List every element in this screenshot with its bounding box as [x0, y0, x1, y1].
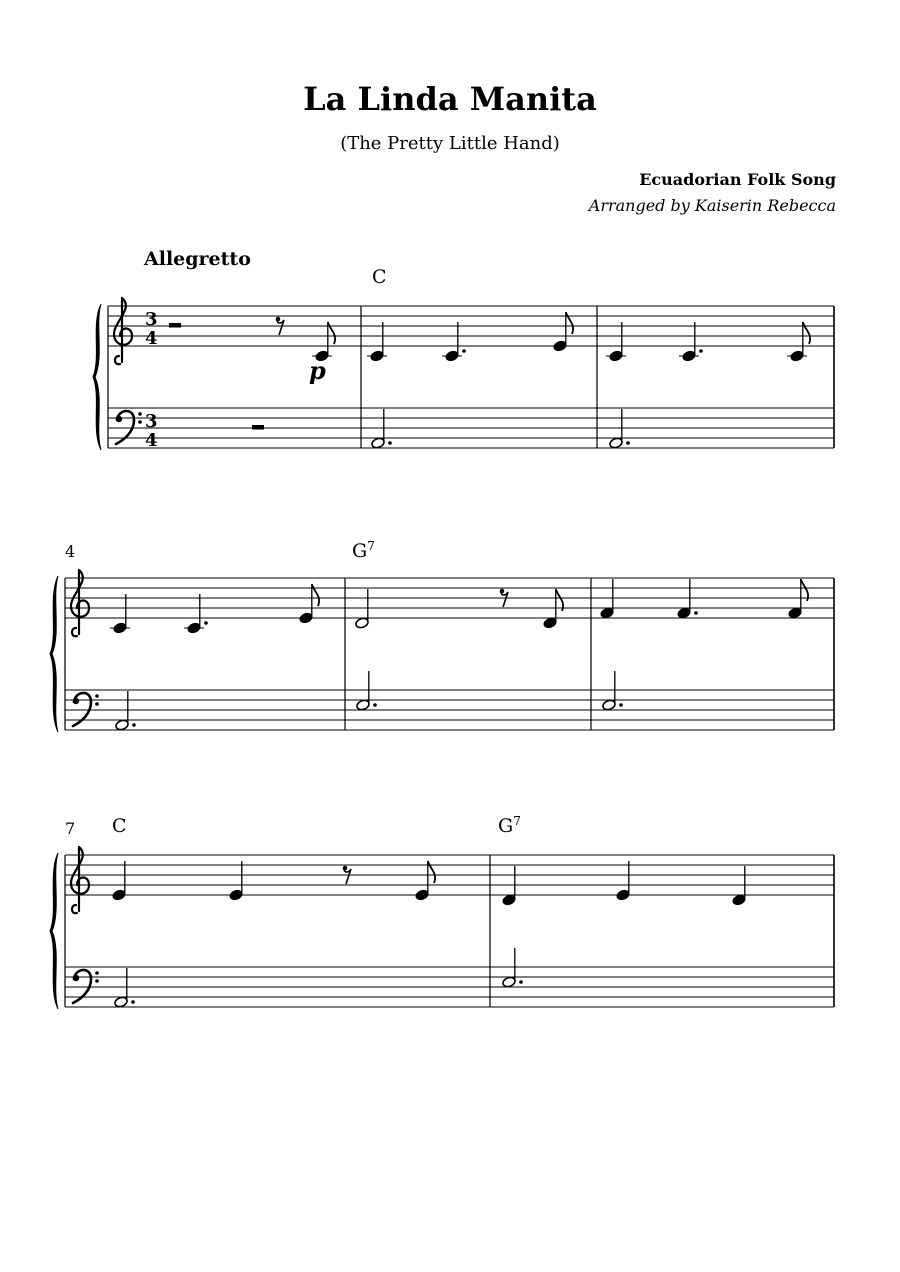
dynamic-marking: p: [309, 356, 326, 385]
note-dh: [356, 671, 377, 711]
note-dh: [115, 691, 136, 731]
notehead: [299, 612, 314, 624]
notehead: [616, 889, 631, 901]
note-h: [355, 589, 370, 629]
note-dq: [679, 322, 703, 362]
note-dq: [184, 594, 208, 634]
notehead: [229, 889, 244, 901]
notehead: [502, 894, 517, 906]
note-flag: [312, 584, 319, 606]
bass-clef-dot: [73, 698, 79, 704]
note-flag: [428, 861, 435, 883]
note-e: [787, 322, 810, 362]
bass-clef-dot: [138, 420, 142, 424]
time-signature-top: 3: [145, 309, 158, 330]
augmentation-dot: [619, 703, 623, 707]
note-dh: [502, 948, 523, 988]
bass-clef-dot: [95, 694, 99, 698]
notehead: [732, 894, 747, 906]
measure-number: 7: [65, 819, 76, 838]
note-q: [502, 866, 517, 906]
chord-symbol: C: [112, 815, 127, 837]
grand-staff-brace: [50, 853, 58, 1009]
notehead: [609, 437, 624, 449]
half-rest-icon: [169, 323, 181, 328]
note-q: [600, 579, 615, 619]
bass-clef-dot: [138, 412, 142, 416]
note-flag: [328, 322, 335, 344]
bass-clef-dot: [95, 979, 99, 983]
bass-clef-dot: [116, 416, 122, 422]
note-e: [543, 589, 563, 629]
note-dh: [371, 409, 392, 449]
treble-staff: [65, 578, 834, 618]
augmentation-dot: [462, 349, 466, 353]
eighth-rest-dot: [343, 866, 348, 871]
treble-clef-icon: [71, 847, 89, 913]
notehead: [600, 607, 615, 619]
treble-staff: [108, 306, 834, 346]
composer-credit: Ecuadorian Folk Song: [639, 170, 836, 189]
note-dq: [442, 322, 466, 362]
eighth-rest-dot: [276, 317, 281, 322]
note-flag: [566, 312, 573, 334]
arranger-credit: Arranged by Kaiserin Rebecca: [588, 196, 836, 215]
augmentation-dot: [694, 611, 698, 615]
note-dq: [677, 579, 698, 619]
augmentation-dot: [132, 723, 136, 727]
augmentation-dot: [626, 441, 630, 445]
note-e: [788, 579, 808, 619]
time-signature-top: 3: [145, 411, 158, 432]
chord-symbol: C: [372, 266, 387, 288]
grand-staff-brace: [50, 576, 58, 732]
treble-clef-icon: [114, 298, 132, 364]
augmentation-dot: [699, 349, 703, 353]
notehead: [114, 996, 129, 1008]
augmentation-dot: [204, 621, 208, 625]
augmentation-dot: [131, 1000, 135, 1004]
notehead: [553, 340, 568, 352]
treble-staff: [65, 855, 834, 895]
augmentation-dot: [373, 703, 377, 707]
notehead: [502, 976, 517, 988]
treble-clef-icon: [71, 570, 89, 636]
note-q: [732, 866, 747, 906]
notehead: [788, 607, 803, 619]
augmentation-dot: [388, 441, 392, 445]
note-dh: [609, 409, 630, 449]
measure-number: 4: [65, 542, 76, 561]
tempo-marking: Allegretto: [144, 248, 251, 270]
notehead: [355, 617, 370, 629]
bass-staff: [108, 408, 834, 448]
chord-symbol: $G^7$: [498, 814, 521, 837]
note-q: [606, 322, 626, 362]
notehead: [371, 437, 386, 449]
page-subtitle: (The Pretty Little Hand): [340, 133, 560, 154]
notehead: [356, 699, 371, 711]
note-q: [110, 594, 130, 634]
note-q: [229, 861, 244, 901]
bass-staff: [65, 967, 834, 1007]
bass-staff: [65, 690, 834, 730]
eighth-rest-dot: [500, 589, 505, 594]
note-q: [367, 322, 387, 362]
time-signature-bottom: 4: [145, 328, 158, 349]
augmentation-dot: [519, 980, 523, 984]
note-dh: [114, 968, 135, 1008]
half-rest-icon: [252, 425, 264, 430]
note-q: [112, 861, 127, 901]
note-flag: [803, 322, 810, 344]
chord-symbol: $G^7$: [352, 539, 375, 562]
note-dh: [602, 671, 623, 711]
page-title: La Linda Manita: [303, 80, 597, 118]
notehead: [112, 889, 127, 901]
time-signature-bottom: 4: [145, 430, 158, 451]
notehead: [415, 889, 430, 901]
notehead: [677, 607, 692, 619]
bass-clef-dot: [73, 975, 79, 981]
bass-clef-dot: [95, 702, 99, 706]
grand-staff-brace: [93, 304, 101, 450]
notehead: [115, 719, 130, 731]
notehead: [543, 617, 558, 629]
notehead: [602, 699, 617, 711]
bass-clef-dot: [95, 971, 99, 975]
note-q: [616, 861, 631, 901]
